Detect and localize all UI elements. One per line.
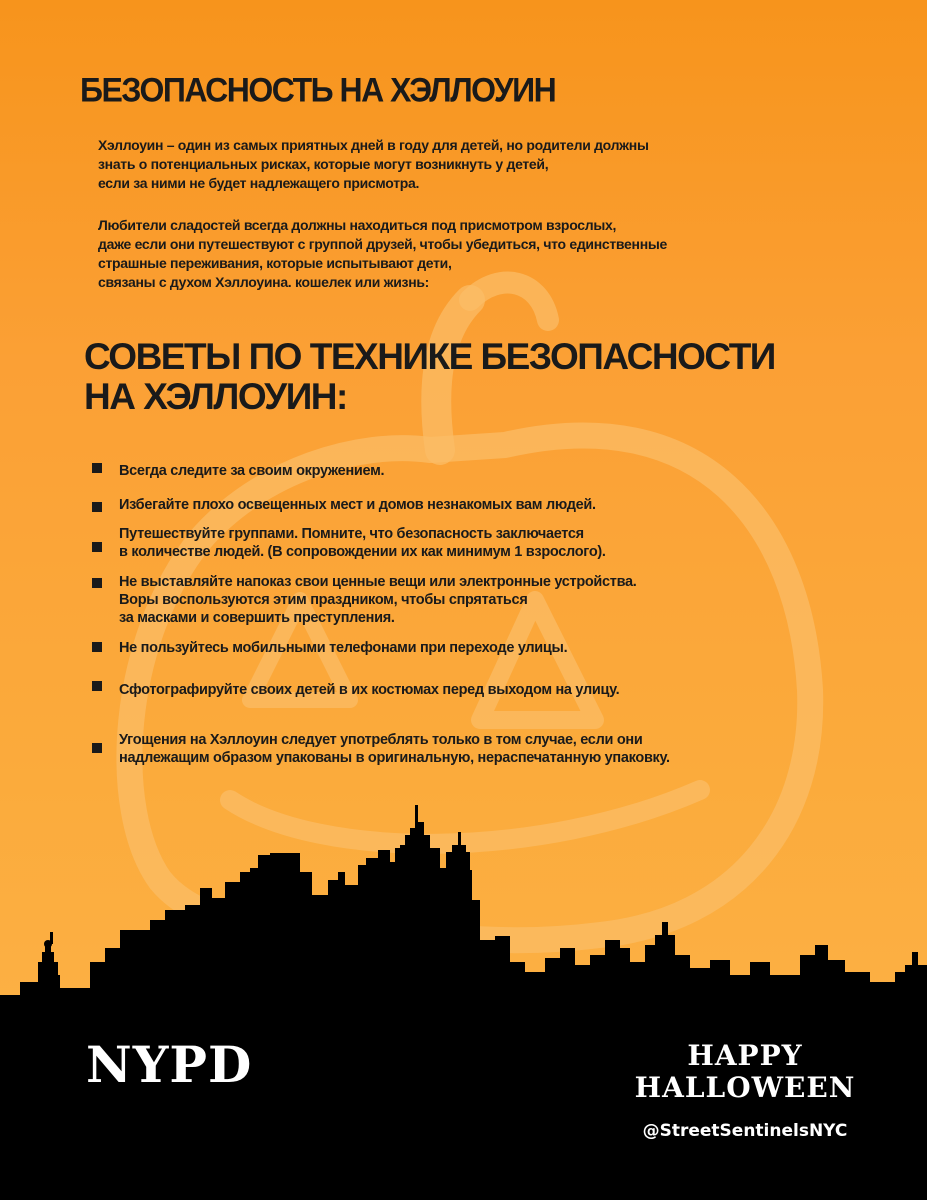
- tip-line: за масками и совершить преступления.: [119, 610, 395, 626]
- tip-line: надлежащим образом упакованы в оригинальную, нераспечатанную упаковку.: [119, 750, 670, 766]
- intro-line: Хэллоуин – один из самых приятных дней в году для детей, но родители должны: [98, 137, 649, 153]
- tip-line: в количестве людей. (В сопровождении их как минимум 1 взрослого).: [119, 544, 606, 560]
- intro-line: знать о потенциальных рисках, которые могут возникнуть у детей,: [98, 156, 549, 172]
- intro-line: Любители сладостей всегда должны находиться под присмотром взрослых,: [98, 217, 617, 233]
- social-handle: @StreetSentinelsNYC: [642, 1121, 848, 1141]
- greeting-line: HALLOWEEN: [634, 1071, 856, 1104]
- tip-line: Не пользуйтесь мобильными телефонами при переходе улицы.: [119, 640, 568, 656]
- tip-line: Не выставляйте напоказ свои ценные вещи или электронные устройства.: [119, 574, 637, 590]
- intro-line: если за ними не будет надлежащего присмотра.: [98, 175, 420, 191]
- intro-line: даже если они путешествуют с группой друзей, чтобы убедиться, что единственные: [98, 236, 667, 252]
- statue-of-liberty-icon: [38, 932, 58, 988]
- tip-line: Угощения на Хэллоуин следует употреблять только в том случае, если они: [119, 732, 643, 748]
- tip-line: Воры воспользуются этим праздником, чтобы спрятаться: [119, 592, 528, 608]
- tips-heading-line: СОВЕТЫ ПО ТЕХНИКЕ БЕЗОПАСНОСТИ: [84, 336, 775, 377]
- tips-heading-line: НА ХЭЛЛОУИН:: [84, 376, 347, 417]
- tip-line: Путешествуйте группами. Помните, что безопасность заключается: [119, 526, 584, 542]
- intro-line: страшные переживания, которые испытывают дети,: [98, 255, 452, 271]
- tip-line: Сфотографируйте своих детей в их костюмах перед выходом на улицу.: [119, 682, 620, 698]
- page-title: БЕЗОПАСНОСТЬ НА ХЭЛЛОУИН: [80, 70, 556, 109]
- nypd-logo: NYPD: [86, 1035, 253, 1094]
- greeting-line: HAPPY: [687, 1039, 803, 1072]
- tip-line: Всегда следите за своим окружением.: [119, 463, 385, 479]
- tip-line: Избегайте плохо освещенных мест и домов незнакомых вам людей.: [119, 497, 596, 513]
- intro-line: связаны с духом Хэллоуина. кошелек или жизнь:: [98, 274, 430, 290]
- happy-halloween-greeting: [620, 1040, 870, 1104]
